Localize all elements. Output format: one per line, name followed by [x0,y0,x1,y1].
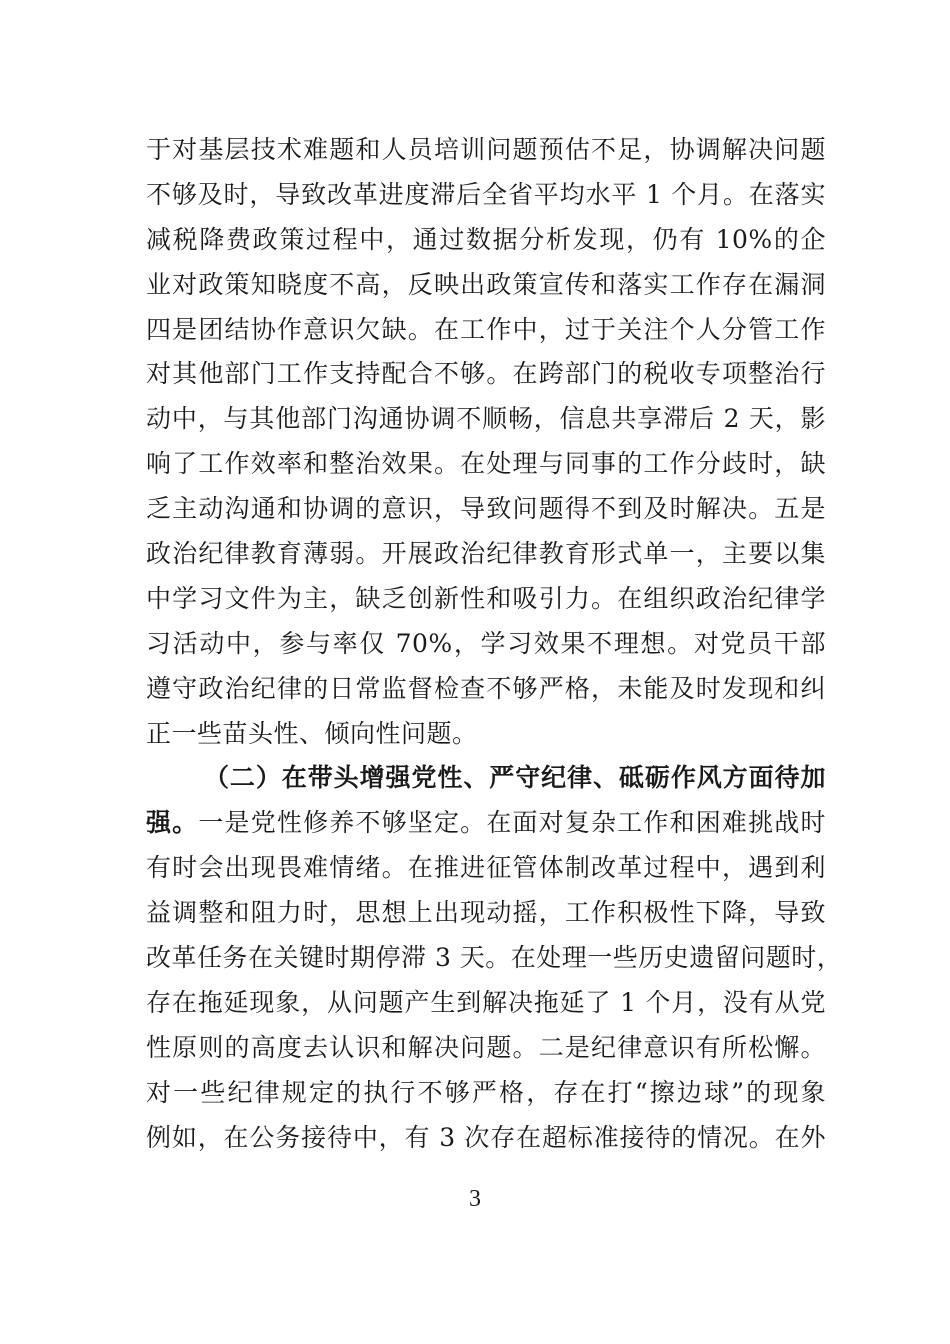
text-line: 例如，在公务接待中，有 3 次存在超标准接待的情况。在外 [146,1122,826,1152]
section-heading-tail: 强。 [146,808,199,838]
body-text [146,128,843,1160]
text-line: 有时会出现畏难情绪。在推进征管体制改革过程中，遇到利 [146,853,826,883]
text-line: 性原则的高度去认识和解决问题。二是纪律意识有所松懈。 [146,1032,826,1062]
section-heading: （二）在带头增强党性、严守纪律、砥砺作风方面待加 [204,763,826,793]
text-line: 动中，与其他部门沟通协调不顺畅，信息共享滞后 2 天，影 [146,404,826,434]
text-line: 一是党性修养不够坚定。在面对复杂工作和困难挑战时 [198,808,826,838]
page-number: 3 [469,1186,481,1212]
text-line: 存在拖延现象，从问题产生到解决拖延了 1 个月，没有从党 [146,987,826,1017]
text-line: 遵守政治纪律的日常监督检查不够严格，未能及时发现和纠 [146,673,826,703]
text-line: 益调整和阻力时，思想上出现动摇，工作积极性下降，导致 [146,898,826,928]
text-line: 于对基层技术难题和人员培训问题预估不足，协调解决问题 [146,135,826,164]
text-line: 对其他部门工作支持配合不够。在跨部门的税收专项整治行 [146,359,826,389]
text-line: 习活动中，参与率仅 70%，学习效果不理想。对党员干部 [146,628,826,658]
text-line: 改革任务在关键时期停滞 3 天。在处理一些历史遗留问题时， [146,943,843,973]
text-line: 减税降费政策过程中，通过数据分析发现，仍有 10%的企 [146,224,826,254]
section-heading-continued [146,801,826,846]
text-line: 四是团结协作意识欠缺。在工作中，过于关注个人分管工作 [146,314,826,344]
text-line: 正一些苗头性、倾向性问题。 [146,718,478,748]
text-line: 业对政策知晓度不高，反映出政策宣传和落实工作存在漏洞 [146,269,826,299]
text-line: 对一些纪律规定的执行不够严格，存在打“擦边球”的现象 [146,1077,826,1107]
text-line: 乏主动沟通和协调的意识，导致问题得不到及时解决。五是 [146,494,826,524]
text-line: 政治纪律教育薄弱。开展政治纪律教育形式单一，主要以集 [146,539,826,569]
text-line: 响了工作效率和整治效果。在处理与同事的工作分歧时，缺 [146,449,826,479]
text-line: 不够及时，导致改革进度滞后全省平均水平 1 个月。在落实 [146,179,826,209]
text-line: 中学习文件为主，缺乏创新性和吸引力。在组织政治纪律学 [146,583,826,613]
